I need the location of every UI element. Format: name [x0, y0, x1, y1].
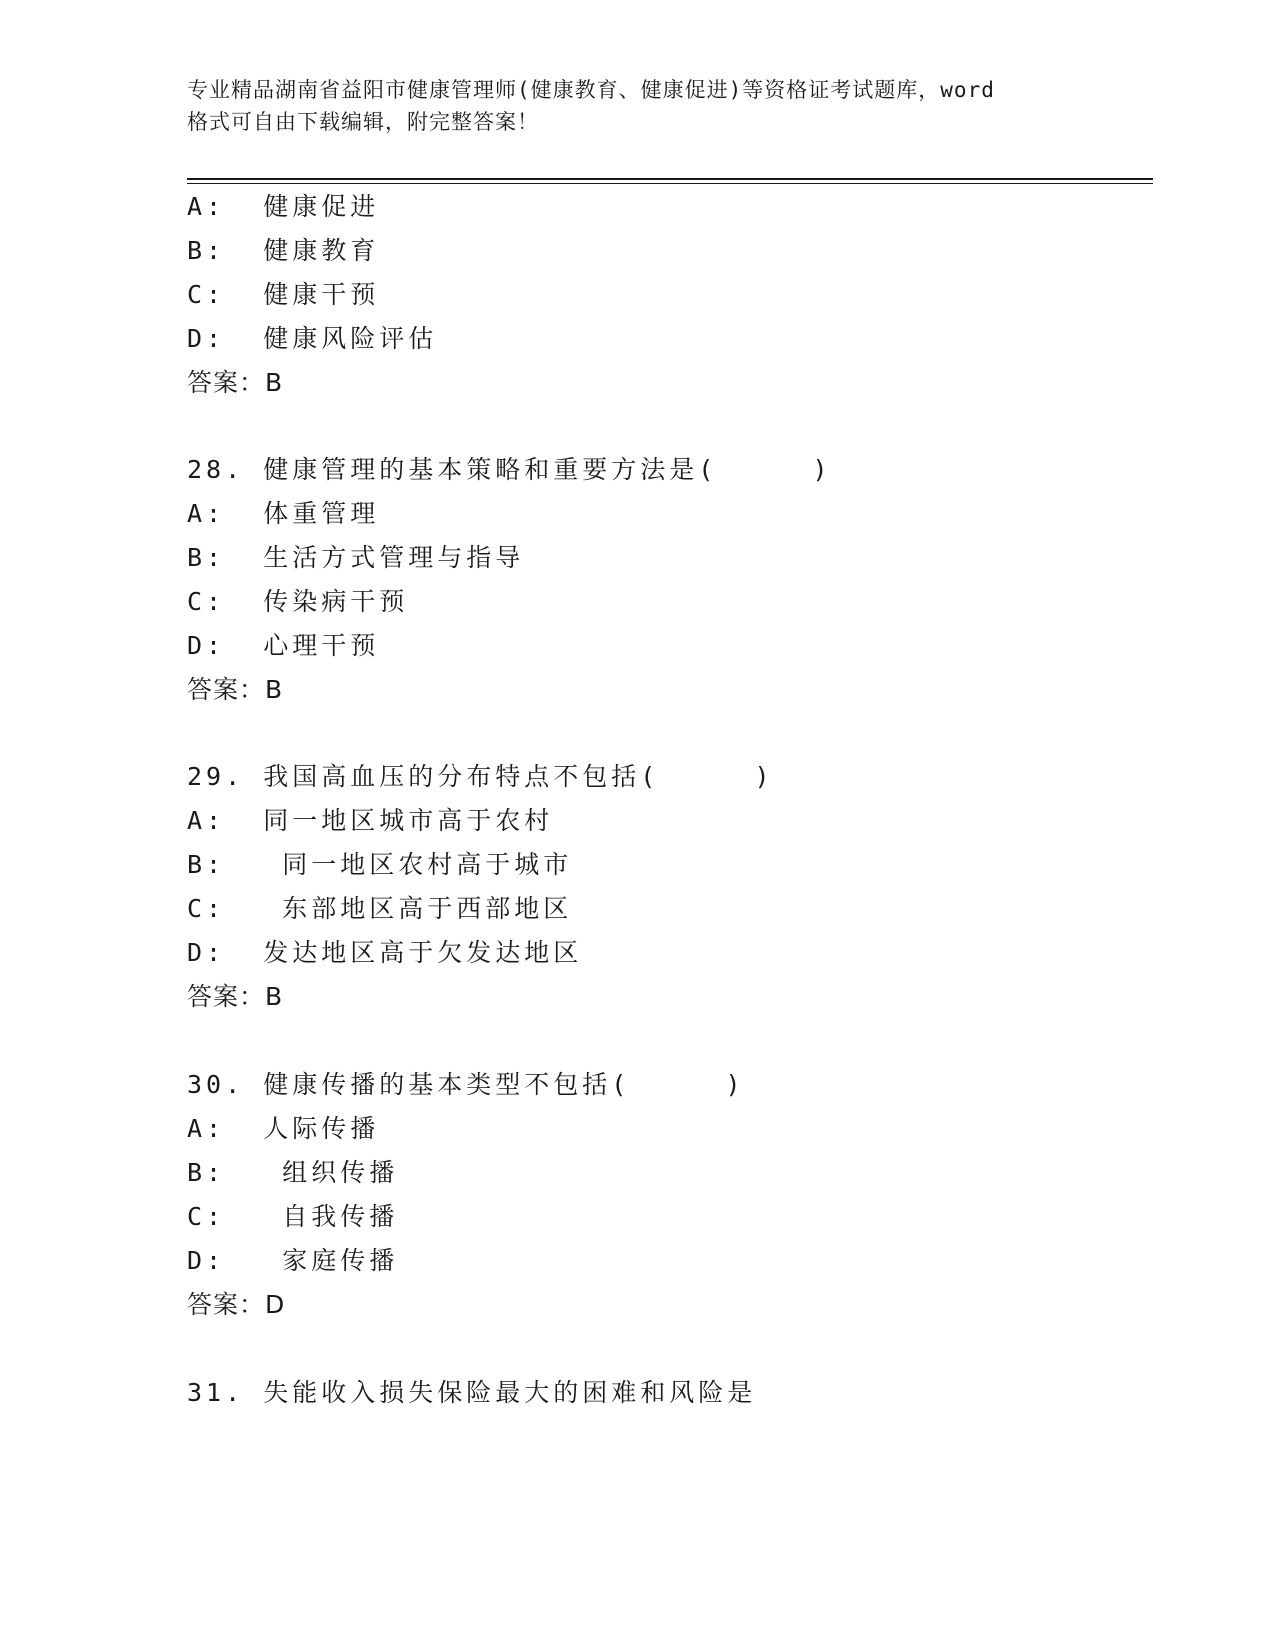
option-c: C: 健康干预 — [187, 280, 380, 309]
option-d: D: 健康风险评估 — [187, 324, 438, 353]
option-c: C: 传染病干预 — [187, 587, 409, 616]
option-a: A: 人际传播 — [187, 1114, 380, 1143]
header-rule — [187, 178, 1153, 180]
option-a: A: 体重管理 — [187, 499, 380, 528]
answer: 答案：B — [187, 982, 284, 1011]
question-29: 29. 我国高血压的分布特点不包括( ) — [187, 762, 774, 791]
document-header — [187, 74, 1087, 138]
option-b: B: 组织传播 — [187, 1158, 399, 1187]
question-31: 31. 失能收入损失保险最大的困难和风险是 — [187, 1378, 757, 1407]
header-line-2: 格式可自由下载编辑，附完整答案！ — [187, 110, 539, 134]
option-b: B: 生活方式管理与指导 — [187, 543, 525, 572]
answer: 答案：B — [187, 675, 284, 704]
option-c: C: 自我传播 — [187, 1202, 399, 1231]
option-d: D: 家庭传播 — [187, 1246, 399, 1275]
question-28: 28. 健康管理的基本策略和重要方法是( ) — [187, 455, 832, 484]
option-c: C: 东部地区高于西部地区 — [187, 894, 573, 923]
question-30: 30. 健康传播的基本类型不包括( ) — [187, 1070, 745, 1099]
option-d: D: 发达地区高于欠发达地区 — [187, 938, 583, 967]
option-a: A: 健康促进 — [187, 192, 380, 221]
header-rule-thin — [187, 183, 1153, 184]
option-a: A: 同一地区城市高于农村 — [187, 806, 554, 835]
option-b: B: 同一地区农村高于城市 — [187, 850, 573, 879]
header-line-1: 专业精品湖南省益阳市健康管理师(健康教育、健康促进)等资格证考试题库，word — [187, 78, 995, 102]
answer: 答案：B — [187, 368, 284, 397]
option-b: B: 健康教育 — [187, 236, 380, 265]
answer: 答案：D — [187, 1290, 286, 1319]
option-d: D: 心理干预 — [187, 631, 380, 660]
